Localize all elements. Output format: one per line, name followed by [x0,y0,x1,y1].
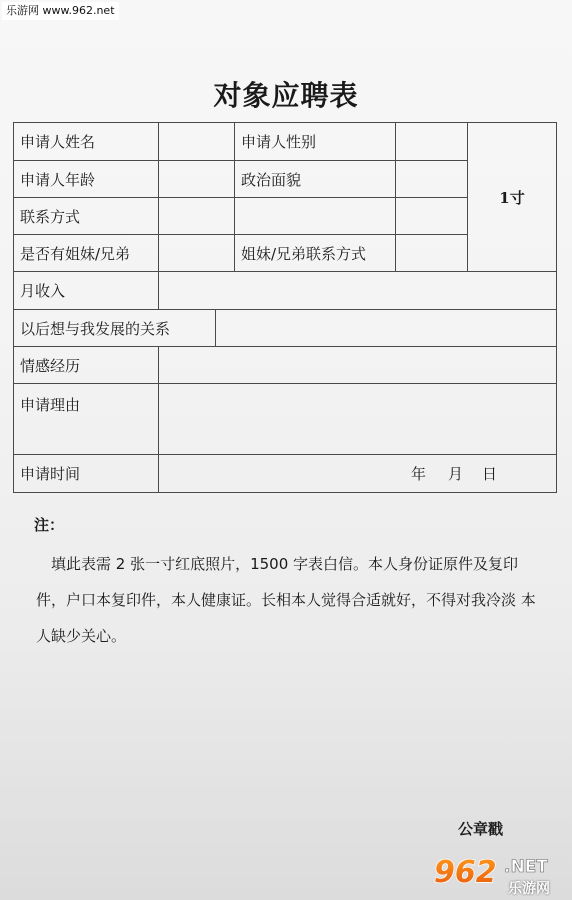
field-political-status[interactable] [396,161,468,198]
table-row [14,272,557,310]
field-emotion-history[interactable] [159,347,557,384]
table-row [14,310,557,347]
date-month-label: 月 [448,465,464,483]
label-apply-reason: 申请理由 [14,384,159,455]
label-apply-time: 申请时间 [14,455,159,493]
date-year-label: 年 [411,465,427,483]
official-stamp-label: 公章戳 [458,820,504,838]
site-logo [432,852,568,896]
label-future-relation: 以后想与我发展的关系 [14,310,216,347]
label-siblings: 是否有姐妹/兄弟 [14,235,159,272]
field-future-relation[interactable] [216,310,557,347]
label-emotion-history: 情感经历 [14,347,159,384]
label-political-status: 政治面貌 [235,161,396,198]
application-form-table [13,122,557,493]
label-applicant-age: 申请人年龄 [14,161,159,198]
date-day-label: 日 [482,465,498,483]
notes-text: 填此表需 2 张一寸红底照片，1500 字表白信。本人身份证原件及复印件，户口本复印件，本人健康证。长相本人觉得合适就好，不得对我冷淡 本人缺少关心。 [36,555,536,645]
field-contact-3[interactable] [396,198,468,235]
photo-box[interactable]: 1寸 [468,123,557,272]
field-apply-time[interactable] [159,455,557,493]
table-row [14,347,557,384]
field-applicant-name[interactable] [159,123,235,161]
label-applicant-name: 申请人姓名 [14,123,159,161]
field-applicant-age[interactable] [159,161,235,198]
table-row [14,123,557,161]
svg-text:.NET: .NET [504,857,548,877]
label-applicant-gender: 申请人性别 [235,123,396,161]
watermark-site-label: 乐游网 www.962.net [2,2,119,20]
notes-label: 注： [34,516,65,534]
field-applicant-gender[interactable] [396,123,468,161]
label-contact: 联系方式 [14,198,159,235]
field-contact-1[interactable] [159,198,235,235]
logo-subtitle: 乐游网 [508,881,550,897]
form-title: 对象应聘表 [213,79,359,112]
label-monthly-income: 月收入 [14,272,159,310]
field-siblings[interactable] [159,235,235,272]
field-sibling-contact[interactable] [396,235,468,272]
table-row [14,455,557,493]
table-row [14,384,557,455]
field-apply-reason[interactable] [159,384,557,455]
svg-text:962: 962 [434,855,497,890]
field-monthly-income[interactable] [159,272,557,310]
field-contact-2[interactable] [235,198,396,235]
label-sibling-contact: 姐妹/兄弟联系方式 [235,235,396,272]
